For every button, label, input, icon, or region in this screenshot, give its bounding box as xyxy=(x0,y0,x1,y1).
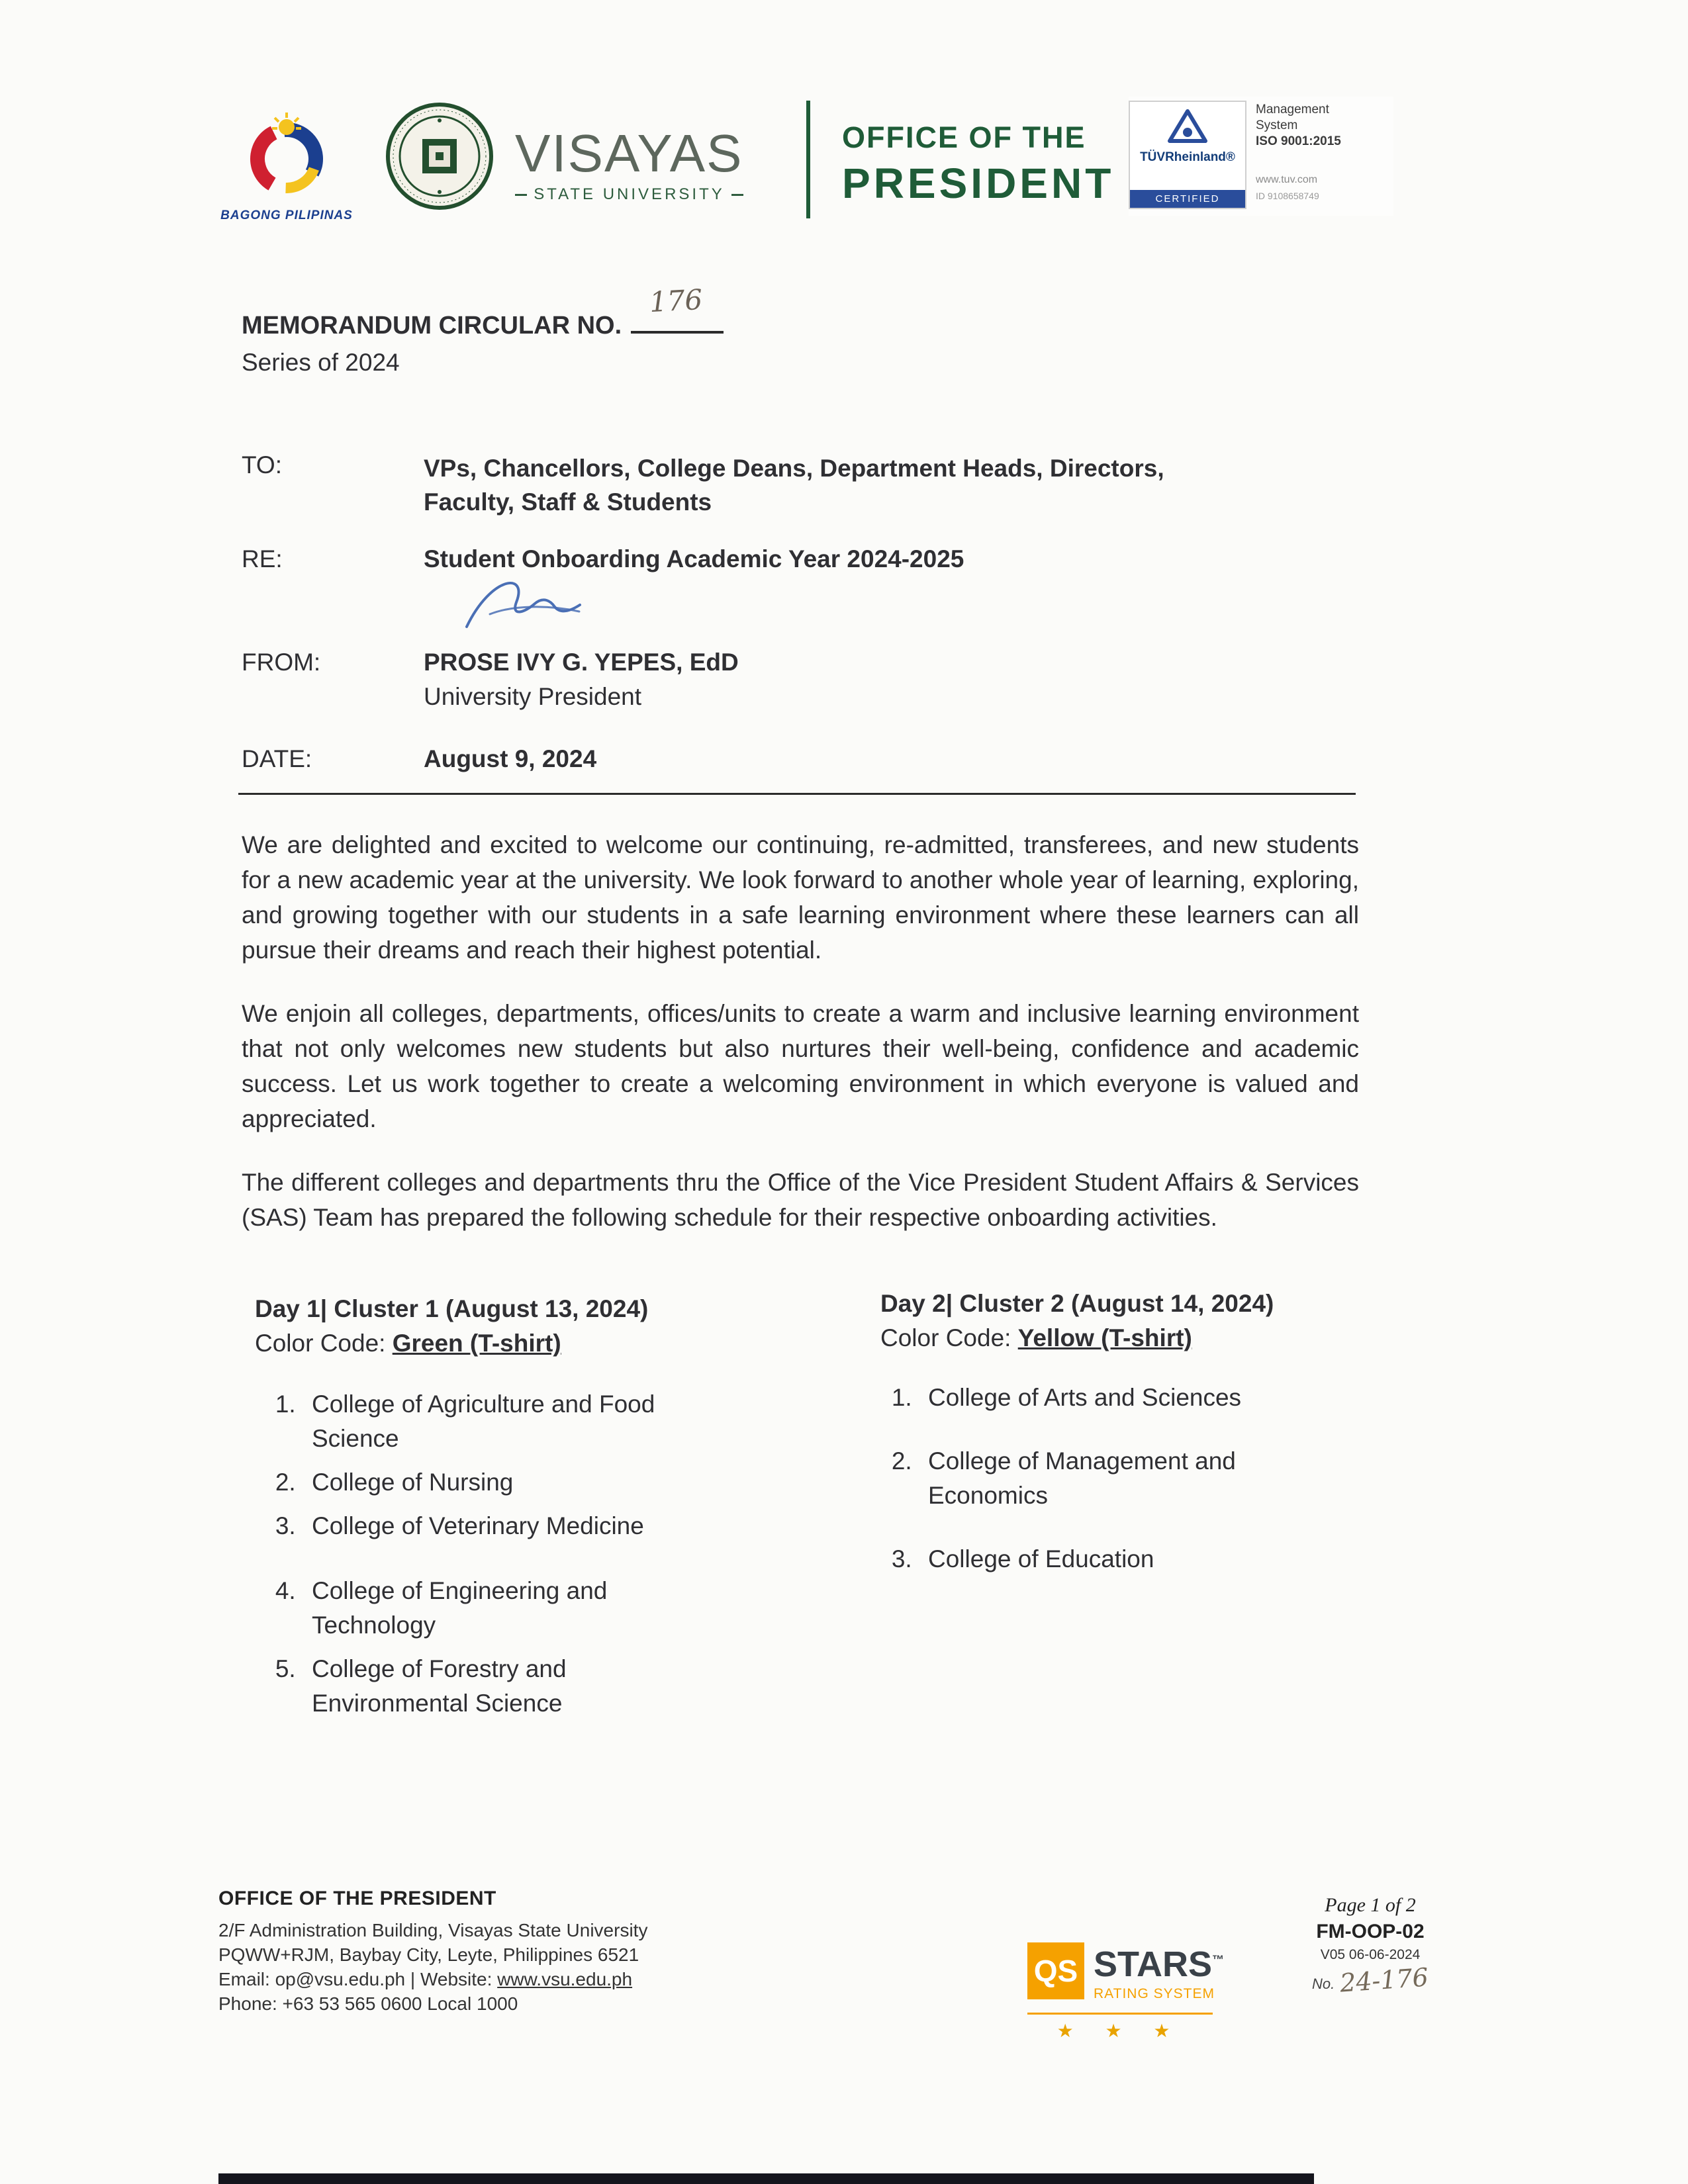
memo-circular-number-line xyxy=(242,283,724,340)
paragraph-3: The different colleges and departments thru the Office of the Vice President Student Affairs & Services (SAS) Team has prepared the following schedule for their respective onboarding activities. xyxy=(242,1169,1359,1231)
footer-phone: Phone: +63 53 565 0600 Local 1000 xyxy=(218,1993,518,2014)
date-label: DATE: xyxy=(242,745,312,772)
bagong-pilipinas-icon xyxy=(234,195,340,206)
scan-edge-artifact xyxy=(218,2173,1314,2184)
office-line2: PRESIDENT xyxy=(842,159,1115,207)
day1-item-1: College of Agriculture and Food Science xyxy=(312,1390,655,1452)
bagong-pilipinas-logo xyxy=(217,105,356,223)
footer-form-code: FM-OOP-02 xyxy=(1316,1921,1425,1942)
day1-color-code xyxy=(255,1326,758,1361)
re-label: RE: xyxy=(242,545,283,572)
list-item xyxy=(303,1652,679,1721)
tuv-id: ID 9108658749 xyxy=(1256,191,1319,201)
day2-title: Day 2| Cluster 2 (August 14, 2024) xyxy=(880,1290,1274,1317)
memo-circular-label: MEMORANDUM CIRCULAR NO. xyxy=(242,312,622,340)
schedule-day2-column xyxy=(880,1287,1337,1606)
qs-rating-system-label: RATING SYSTEM xyxy=(1094,1986,1215,2001)
re-value: Student Onboarding Academic Year 2024-2025 xyxy=(424,545,964,572)
list-item xyxy=(303,1509,679,1543)
vsu-wordmark-name: VISAYAS xyxy=(515,124,743,183)
date-value: August 9, 2024 xyxy=(424,745,597,772)
qs-icon: QS xyxy=(1027,1942,1084,1999)
to-value-line1: VPs, Chancellors, College Deans, Department Heads, Directors, xyxy=(424,455,1164,482)
footer-form-block xyxy=(1284,1894,1456,1998)
vsu-wordmark xyxy=(515,124,743,204)
tuv-brand-label: TÜVRheinland® xyxy=(1140,150,1235,164)
office-line1: OFFICE OF THE xyxy=(842,120,1086,154)
to-value xyxy=(424,451,1218,519)
from-title: University President xyxy=(424,683,642,710)
bagong-pilipinas-caption: BAGONG PILIPINAS xyxy=(220,208,353,222)
vsu-wordmark-sub: STATE UNIVERSITY xyxy=(534,185,725,203)
tuv-iso-label: ISO 9001:2015 xyxy=(1256,134,1341,148)
qs-stars-label xyxy=(1094,1946,1224,1982)
memo-divider-rule xyxy=(238,793,1356,795)
header-divider xyxy=(806,101,810,218)
day1-title: Day 1| Cluster 1 (August 13, 2024) xyxy=(255,1295,649,1322)
day2-item-3: College of Education xyxy=(928,1545,1154,1572)
day2-item-2: College of Management and Economics xyxy=(928,1447,1236,1509)
paragraph-1: We are delighted and excited to welcome our continuing, re-admitted, transferees, and new students for a new academic year at the university. We look forward to another whole year of learning, exploring, and growing together with our students in a safe learning environment where these learners can all pursue their dreams and reach their highest potential. xyxy=(242,831,1359,964)
tuv-url: www.tuv.com xyxy=(1256,174,1318,185)
footer-no-label: No. xyxy=(1312,1976,1335,1992)
tuv-triangle-icon xyxy=(1167,109,1208,148)
day2-color-code xyxy=(880,1321,1337,1355)
day2-item-1: College of Arts and Sciences xyxy=(928,1384,1242,1411)
tuv-certified-bar: CERTIFIED xyxy=(1130,190,1245,208)
qs-tm-mark: ™ xyxy=(1212,1953,1225,1966)
list-item xyxy=(919,1542,1304,1576)
list-item xyxy=(919,1381,1304,1415)
office-of-the-president-header xyxy=(842,120,1114,208)
day1-item-2: College of Nursing xyxy=(312,1469,514,1496)
paragraph-2: We enjoin all colleges, departments, offices/units to create a warm and inclusive learning environment that not only welcomes new students but also nurtures their well-being, confidence and academic success. Let us work together to create a welcoming environment in which everyone is valued and appreciated. xyxy=(242,1000,1359,1132)
from-label: FROM: xyxy=(242,649,321,676)
footer-no-handwritten: 24-176 xyxy=(1338,1962,1430,1998)
qs-stars-text: STARS xyxy=(1094,1944,1213,1984)
wordmark-rule-left xyxy=(515,194,527,196)
tuv-certification-badge xyxy=(1129,97,1393,216)
footer-contact-line xyxy=(218,1967,722,1991)
footer-office-name: OFFICE OF THE PRESIDENT xyxy=(218,1888,496,1909)
memo-number-handwritten: 176 xyxy=(648,283,704,319)
day2-color-value: Yellow (T-shirt) xyxy=(1017,1324,1192,1351)
day2-college-list xyxy=(880,1381,1304,1576)
day1-color-label: Color Code: xyxy=(255,1330,393,1357)
to-value-line2: Faculty, Staff & Students xyxy=(424,488,712,516)
footer-control-number xyxy=(1284,1962,1456,1998)
president-signature xyxy=(450,570,629,650)
day2-color-label: Color Code: xyxy=(880,1324,1018,1351)
tuv-cert-text xyxy=(1246,97,1341,216)
memo-body xyxy=(242,827,1359,1263)
to-label: TO: xyxy=(242,451,282,478)
footer-page-info: Page 1 of 2 xyxy=(1325,1894,1416,1916)
day1-college-list xyxy=(255,1387,679,1721)
day1-item-3: College of Veterinary Medicine xyxy=(312,1512,644,1539)
qs-stars-logo xyxy=(1027,1942,1226,2042)
footer-email-prefix: Email: op@vsu.edu.ph | Website: xyxy=(218,1969,498,1989)
from-name: PROSE IVY G. YEPES, EdD xyxy=(424,649,739,676)
footer-version: V05 06-06-2024 xyxy=(1320,1947,1421,1962)
tuv-mgmt-line1: Management xyxy=(1256,103,1329,116)
day1-item-4: College of Engineering and Technology xyxy=(312,1577,608,1639)
memo-series: Series of 2024 xyxy=(242,349,400,376)
qs-stars-row-icon: ★ ★ ★ xyxy=(1027,2013,1213,2042)
list-item xyxy=(303,1465,679,1500)
schedule-day1-column xyxy=(255,1292,758,1730)
list-item xyxy=(303,1574,679,1643)
footer-address-line2: PQWW+RJM, Baybay City, Leyte, Philippines 6521 xyxy=(218,1944,639,1965)
memo-number-blank xyxy=(631,283,724,334)
footer-website-link: www.vsu.edu.ph xyxy=(497,1969,633,1989)
footer-address-line1: 2/F Administration Building, Visayas State University xyxy=(218,1920,648,1940)
footer-contact-block xyxy=(218,1888,722,2016)
day1-item-5: College of Forestry and Environmental Science xyxy=(312,1655,567,1717)
vsu-seal-icon xyxy=(384,101,495,215)
wordmark-rule-right xyxy=(731,194,743,196)
day1-color-value: Green (T-shirt) xyxy=(392,1330,561,1357)
tuv-box xyxy=(1129,101,1246,209)
list-item xyxy=(919,1444,1304,1513)
tuv-mgmt-line2: System xyxy=(1256,118,1298,132)
list-item xyxy=(303,1387,679,1456)
